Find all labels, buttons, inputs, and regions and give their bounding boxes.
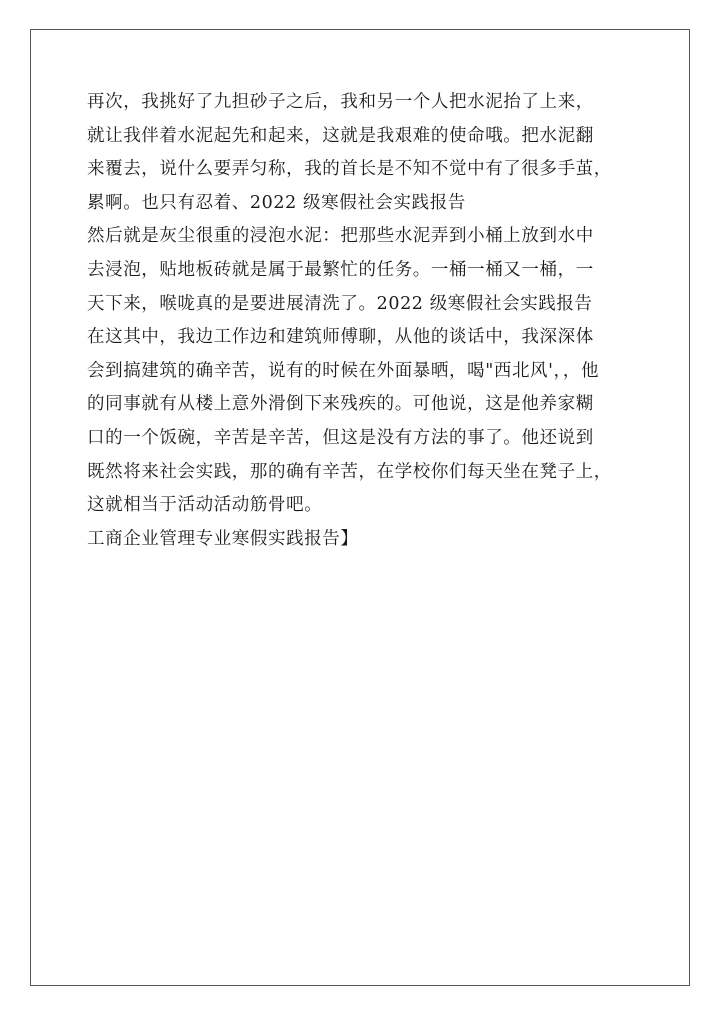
text-line: 然后就是灰尘很重的浸泡水泥：把那些水泥弄到小桶上放到水中 xyxy=(87,226,594,247)
paragraph-4 xyxy=(87,523,647,557)
text-line: 来覆去，说什么要弄匀称，我的首长是不知不觉中有了很多手茧， xyxy=(87,159,612,180)
text-line: 这就相当于活动活动筋骨吧。 xyxy=(87,495,323,516)
text-line: 去浸泡，贴地板砖就是属于最繁忙的任务。一桶一桶又一桶，一 xyxy=(87,259,594,280)
paragraph-2 xyxy=(87,220,647,321)
text-line: 就让我伴着水泥起先和起来，这就是我艰难的使命哦。把水泥翻 xyxy=(87,125,594,146)
text-line: 工商企业管理专业寒假实践报告】 xyxy=(87,528,359,549)
text-line: 再次，我挑好了九担砂子之后，我和另一个人把水泥抬了上来， xyxy=(87,92,594,112)
paragraph-3 xyxy=(87,321,647,523)
text-line: 口的一个饭碗，辛苦是辛苦，但这是没有方法的事了。他还说到 xyxy=(87,427,594,448)
document-body xyxy=(87,86,647,556)
paragraph-1 xyxy=(87,86,647,220)
text-line: 在这其中，我边工作边和建筑师傅聊，从他的谈话中，我深深体 xyxy=(87,327,594,348)
text-line: 累啊。也只有忍着、2022 级寒假社会实践报告 xyxy=(87,192,466,213)
text-line: 的同事就有从楼上意外滑倒下来残疾的。可他说，这是他养家糊 xyxy=(87,394,594,415)
text-line: 天下来，喉咙真的是要进展清洗了。2022 级寒假社会实践报告 xyxy=(87,293,593,314)
text-line: 既然将来社会实践，那的确有辛苦，在学校你们每天坐在凳子上， xyxy=(87,461,612,482)
text-line: 会到搞建筑的确辛苦，说有的时候在外面暴晒，喝"西北风'，，他 xyxy=(87,360,600,381)
